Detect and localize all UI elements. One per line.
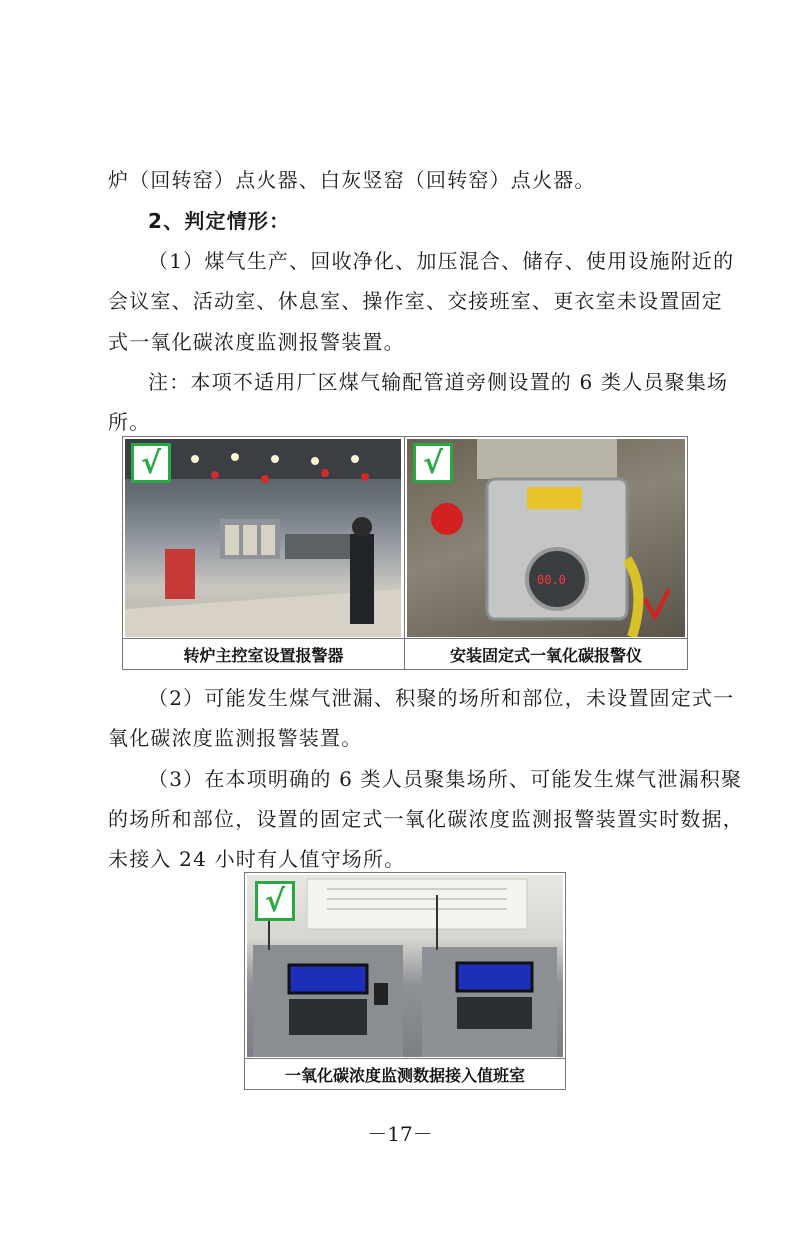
note-line: 所。 [108, 410, 151, 434]
co-alarm-photo [407, 439, 685, 637]
paragraph-line: 的场所和部位，设置的固定式一氧化碳浓度监测报警装置实时数据， [108, 807, 744, 831]
paragraph-line: 氧化碳浓度监测报警装置。 [108, 726, 363, 750]
paragraph-line: （2）可能发生煤气泄漏、积聚的场所和部位，未设置固定式一 [148, 686, 735, 710]
paragraph-line: （1）煤气生产、回收净化、加压混合、储存、使用设施附近的 [148, 249, 735, 273]
control-room-photo [125, 439, 401, 637]
note-line: 注：本项不适用厂区煤气输配管道旁侧设置的 6 类人员聚集场 [148, 370, 729, 394]
figure-table-2 [244, 872, 566, 1090]
section-heading: 2、判定情形： [148, 209, 291, 233]
check-badge: √ [131, 443, 171, 483]
check-badge: √ [413, 443, 453, 483]
figure-table-1 [122, 436, 688, 670]
duty-room-photo [247, 875, 563, 1057]
paragraph-line: 未接入 24 小时有人值守场所。 [108, 847, 406, 871]
check-badge: √ [255, 881, 295, 921]
figure-caption: 安装固定式一氧化碳报警仪 [405, 638, 687, 670]
page-number: －17－ [367, 1122, 433, 1146]
paragraph-line: 式一氧化碳浓度监测报警装置。 [108, 330, 405, 354]
figure-caption: 一氧化碳浓度监测数据接入值班室 [245, 1058, 565, 1090]
paragraph-line: （3）在本项明确的 6 类人员聚集场所、可能发生煤气泄漏积聚 [148, 767, 743, 791]
paragraph-line: 会议室、活动室、休息室、操作室、交接班室、更衣室未设置固定 [108, 289, 723, 313]
paragraph-line: 炉（回转窑）点火器、白灰竖窑（回转窑）点火器。 [108, 168, 596, 192]
figure-caption: 转炉主控室设置报警器 [123, 638, 404, 670]
device-display-readout: 00.0 [537, 573, 566, 587]
cell-divider [404, 437, 405, 669]
